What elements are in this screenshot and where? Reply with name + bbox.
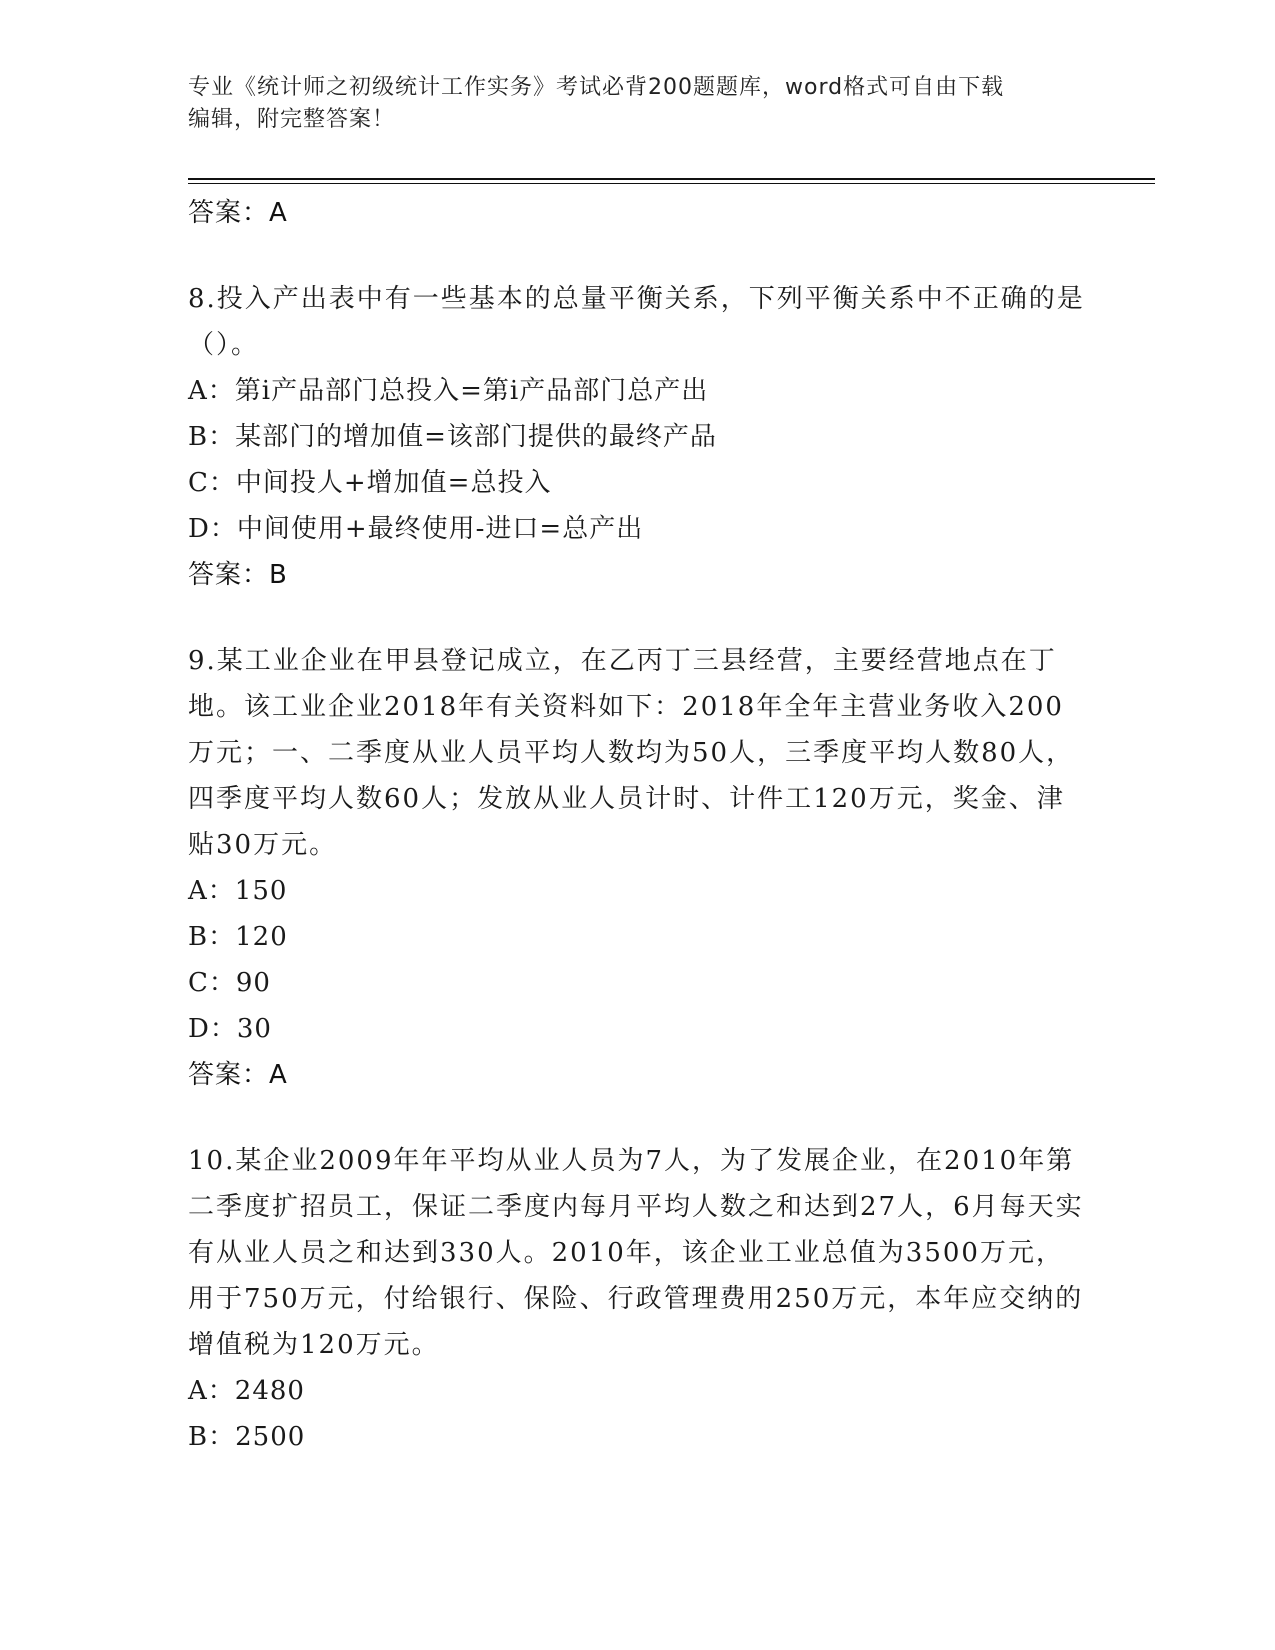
answer-line: 答案：B: [188, 560, 288, 590]
question-text: 8.投入产出表中有一些基本的总量平衡关系，下列平衡关系中不正确的是（）。: [188, 284, 1085, 360]
header-title-line1: 专业《统计师之初级统计工作实务》考试必背200题题库，word格式可自由下载: [188, 75, 1005, 100]
header-title-line2: 编辑，附完整答案！: [188, 107, 396, 132]
question-text: 10.某企业2009年年平均从业人员为7人，为了发展企业，在2010年第二季度扩招员工，保证二季度内每月平均人数之和达到27人，6月每天实有从业人员之和达到330人。2010年，该企业工业总值为3500万元，用于750万元，付给银行、保险、行政管理费用250万元，本年应交纳的增值税为120万元。: [188, 1146, 1084, 1360]
question-content: [188, 190, 1088, 1460]
spacer: [188, 598, 1088, 638]
question-block: [188, 638, 1088, 1098]
option-d: D：30: [188, 1014, 272, 1044]
header-divider-thin: [188, 183, 1155, 184]
question-text: 9.某工业企业在甲县登记成立，在乙丙丁三县经营，主要经营地点在丁地。该工业企业2018年有关资料如下：2018年全年主营业务收入200万元；一、二季度从业人员平均人数均为50人，三季度平均人数80人，四季度平均人数60人；发放从业人员计时、计件工120万元，奖金、津贴30万元。: [188, 646, 1075, 860]
question-block: [188, 276, 1088, 598]
spacer: [188, 1098, 1088, 1138]
option-a: A：150: [188, 876, 288, 906]
option-c: C：中间投人+增加值=总投入: [188, 468, 552, 498]
option-a: A：第i产品部门总投入=第i产品部门总产出: [188, 376, 709, 406]
answer-line: 答案：A: [188, 1060, 288, 1090]
spacer: [188, 236, 1088, 276]
answer-line: 答案：A: [188, 198, 288, 228]
option-d: D：中间使用+最终使用-进口=总产出: [188, 514, 644, 544]
option-b: B：120: [188, 922, 288, 952]
option-a: A：2480: [188, 1376, 305, 1406]
question-block: [188, 1138, 1088, 1460]
option-b: B：2500: [188, 1422, 306, 1452]
option-b: B：某部门的增加值=该部门提供的最终产品: [188, 422, 717, 452]
option-c: C：90: [188, 968, 271, 998]
document-header: [188, 72, 1068, 136]
header-divider-thick: [188, 178, 1155, 180]
